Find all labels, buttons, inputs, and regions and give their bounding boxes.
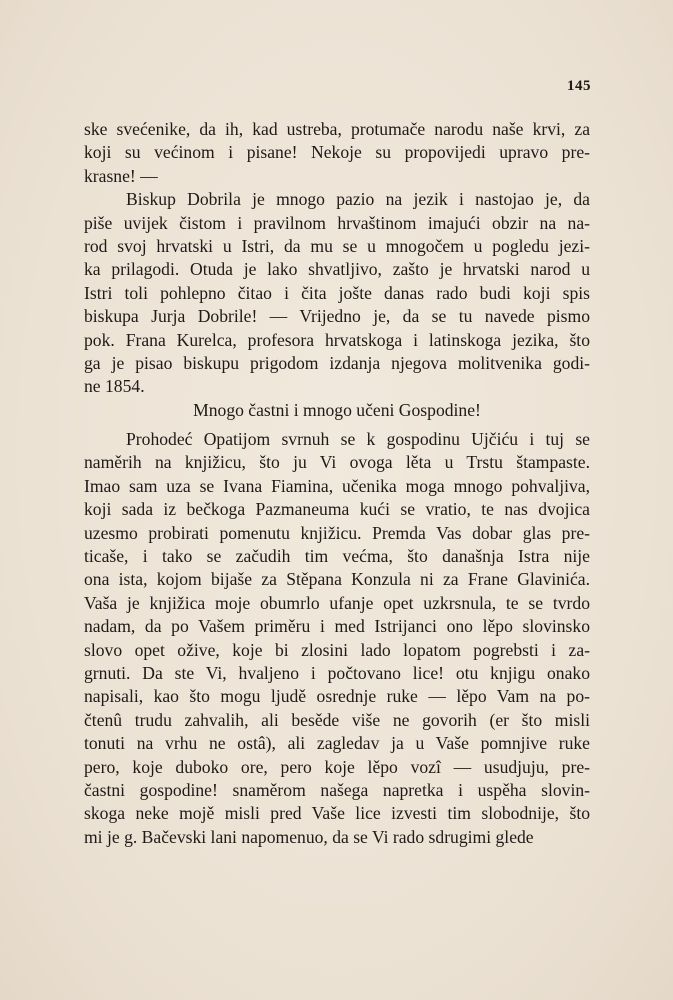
text-line: piše uvijek čistom i pravilnom hrvaštinom imajući obzir na na- — [84, 212, 590, 233]
body-text — [84, 118, 590, 849]
text-line: ticaše, i tako se začudih tim većma, što današnja Istra nije — [84, 546, 590, 567]
page-number: 145 — [567, 78, 591, 94]
text-line: častni gospodine! snaměrom našega napretka i uspěha slovin- — [84, 779, 590, 800]
text-line: Mnogo častni i mnogo učeni Gospodine! — [193, 399, 481, 420]
paragraph — [84, 428, 590, 849]
text-line: mi je g. Bačevski lani napomenuo, da se Vi rado sdrugimi glede — [84, 826, 534, 847]
text-line: koji su većinom i pisane! Nekoje su propovijedi upravo pre- — [84, 142, 590, 163]
text-line: Istri toli pohlepno čitao i čita jošte danas rado budi koji spis — [84, 282, 590, 303]
text-line: slovo opet oživе, koje bi zlosini lado lopatom pogrebsti i za- — [84, 639, 590, 660]
paragraph — [84, 118, 590, 188]
letter-salutation — [84, 399, 590, 422]
text-line: grnuti. Da ste Vi, hvaljeno i počtovano lice! otu knjigu onako — [84, 662, 590, 683]
text-line: koji sada iz bečkoga Pazmaneuma kući se vratio, te nas dvojica — [84, 499, 590, 520]
text-line: naměrih na knjižicu, što ju Vi ovoga lěta u Trstu štampaste. — [84, 452, 590, 473]
text-line: ka prilagodi. Otuda je lako shvatljivo, zašto je hrvatski narod u — [84, 259, 590, 280]
text-line: Vaša je knjižica moje obumrlo ufanje opet uzkrsnula, te se tvrdo — [84, 592, 590, 613]
text-line: rod svoj hrvatski u Istri, da mu se u mnogočem u pogledu jezi- — [84, 235, 590, 256]
text-line: ona ista, kojom bijaše za Stěpana Konzula ni za Frane Glavinića. — [84, 569, 590, 590]
text-line: nadam, da po Vašem priměru i med Istrijanci ono lěpo slovinsko — [84, 616, 590, 637]
text-line: čtenû trudu zahvalih, ali besěde više ne govorih (er što misli — [84, 709, 590, 730]
text-line: ske svećenike, da ih, kad ustreba, protumače narodu naše krvi, za — [84, 119, 590, 139]
text-line: Prohodeć Opatijom svrnuh se k gospodinu Ujčiću i tuj se — [126, 429, 590, 450]
text-line: krasne! — — [84, 165, 158, 186]
text-line: napisali, kao što mogu ljudě osrednje ruke — lěpo Vam na po- — [84, 686, 590, 707]
paragraph — [84, 188, 590, 399]
text-line: Biskup Dobrila je mnogo pazio na jezik i nastojao je, da — [126, 189, 590, 210]
text-line: tonuti na vrhu ne ostâ), ali zagledav ja u Vaše pomnjive ruke — [84, 733, 590, 754]
text-line: Imao sam uza se Ivana Fiamina, učenika moga mnogo pohvaljiva, — [84, 475, 590, 496]
text-line: ga je pisao biskupu prigodom izdanja njegova molitvenika godi- — [84, 352, 590, 373]
text-line: pero, koje duboko ore, pero koje lěpo vozî — usudjuju, pre- — [84, 756, 590, 777]
text-line: skoga neke mojě misli pred Vaše lice izvesti tim slobodnije, što — [84, 803, 590, 824]
text-line: uzesmo probirati pomenutu knjižicu. Premda Vas dobar glas pre- — [84, 522, 590, 543]
text-line: pok. Frana Kurelca, profesora hrvatskoga i latinskoga jezika, što — [84, 329, 590, 350]
text-line: biskupa Jurja Dobrile! — Vrijedno je, da se tu navede pismo — [84, 306, 590, 327]
text-line: ne 1854. — [84, 376, 145, 397]
